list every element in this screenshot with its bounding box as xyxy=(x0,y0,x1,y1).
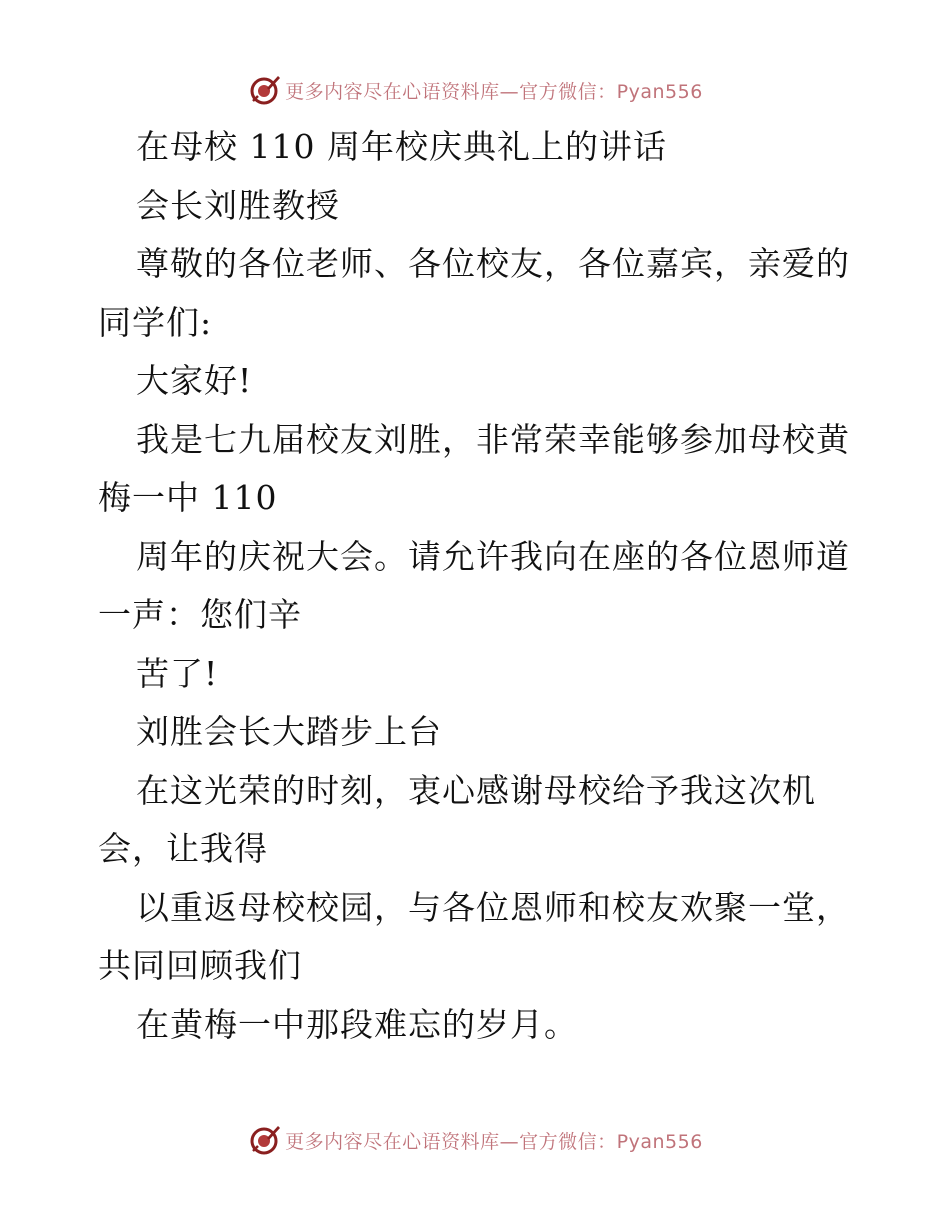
paragraph-line: 在黄梅一中那段难忘的岁月。 xyxy=(136,1004,578,1044)
speaker-line: 会长刘胜教授 xyxy=(136,185,340,225)
paragraph-line: 会，让我得 xyxy=(98,829,268,868)
paragraph-line: 刘胜会长大踏步上台 xyxy=(136,712,442,751)
paragraph-line: 同学们: xyxy=(98,302,213,342)
paragraph-line: 以重返母校校园，与各位恩师和校友欢聚一堂， xyxy=(136,887,850,927)
paragraph-line: 周年的庆祝大会。请允许我向在座的各位恩师道 xyxy=(136,536,850,576)
quill-logo-icon xyxy=(247,73,281,107)
document-body xyxy=(98,118,858,1054)
header-banner xyxy=(0,70,950,110)
paragraph-line: 一声：您们辛 xyxy=(98,595,302,634)
speech-title: 在母校 110 周年校庆典礼上的讲话 xyxy=(136,127,667,166)
footer-banner-text: 更多内容尽在心语资料库—官方微信：Pyan556 xyxy=(285,1130,703,1153)
paragraph-line: 共同回顾我们 xyxy=(98,946,302,985)
paragraph-line: 我是七九届校友刘胜，非常荣幸能够参加母校黄 xyxy=(136,419,850,459)
quill-logo-icon xyxy=(247,1123,281,1157)
paragraph-line: 尊敬的各位老师、各位校友，各位嘉宾，亲爱的 xyxy=(136,244,850,283)
paragraph-line: 苦了! xyxy=(136,653,219,693)
footer-banner xyxy=(0,1120,950,1160)
header-banner-text: 更多内容尽在心语资料库—官方微信：Pyan556 xyxy=(285,80,703,103)
paragraph-line: 大家好! xyxy=(136,361,253,400)
paragraph-line: 梅一中 110 xyxy=(98,478,278,517)
paragraph-line: 在这光荣的时刻，衷心感谢母校给予我这次机 xyxy=(136,770,816,810)
